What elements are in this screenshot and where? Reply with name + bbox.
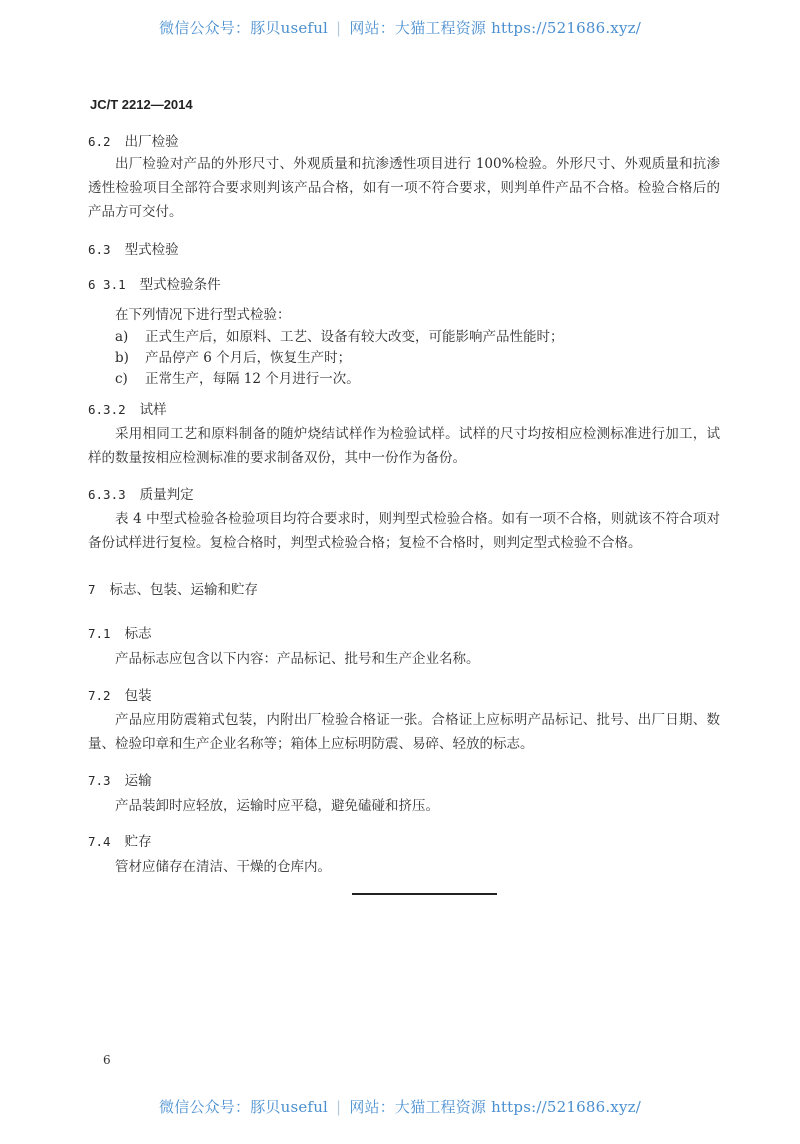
- list-item-b: [115, 346, 351, 366]
- heading-7-2: [88, 684, 152, 704]
- end-rule: [352, 893, 497, 895]
- watermark-separator: |: [336, 19, 342, 37]
- section-title: 标志、包装、运输和贮存: [109, 582, 259, 598]
- paragraph-7-4: 管材应储存在清洁、干燥的仓库内。: [115, 859, 331, 875]
- section-title: 贮存: [124, 834, 152, 850]
- list-label: b): [115, 350, 129, 366]
- paragraph-6-3-2: 采用相同工艺和原料制备的随炉烧结试样作为检验试样。试样的尺寸均按相应检测标准进行加工，试样的数量按相应检测标准的要求制备双份，其中一份作为备份。: [88, 426, 720, 466]
- list-text: 正式生产后，如原料、工艺、设备有较大改变，可能影响产品性能时；: [145, 329, 564, 345]
- paragraph-6-2: 出厂检验对产品的外形尺寸、外观质量和抗渗透性项目进行 100%检验。外形尺寸、外观质量和抗渗透性检验项目全部符合要求则判该产品合格，如有一项不符合要求，则判单件产品不合格。检验合格后的产品方可交付。: [88, 156, 720, 220]
- section-title: 型式检验: [124, 242, 179, 258]
- section-title: 质量判定: [139, 487, 194, 503]
- paragraph-7-3: 产品装卸时应轻放，运输时应平稳，避免磕碰和挤压。: [115, 798, 439, 814]
- heading-6-3-2: [88, 398, 167, 418]
- list-item-c: [115, 367, 360, 387]
- section-number: 6.3: [88, 242, 111, 257]
- section-number: 7.4: [88, 834, 111, 849]
- paragraph-7-2: 产品应用防震箱式包装，内附出厂检验合格证一张。合格证上应标明产品标记、批号、出厂日期、数量、检验印章和生产企业名称等；箱体上应标明防震、易碎、轻放的标志。: [88, 712, 720, 752]
- section-number: 7.2: [88, 688, 111, 703]
- list-text: 正常生产，每隔 12 个月进行一次。: [145, 371, 360, 387]
- list-label: c): [115, 371, 128, 387]
- heading-7-4: [88, 830, 152, 850]
- watermark-site: 网站：大猫工程资源 https://521686.xyz/: [349, 19, 641, 37]
- list-label: a): [115, 329, 129, 345]
- paragraph-7-1: 产品标志应包含以下内容：产品标记、批号和生产企业名称。: [115, 651, 480, 667]
- section-number: 7.1: [88, 626, 111, 641]
- list-text: 产品停产 6 个月后，恢复生产时；: [145, 350, 352, 366]
- section-title: 运输: [124, 773, 152, 789]
- heading-6-3-1: [88, 273, 221, 293]
- section-number: 6 3.1: [88, 277, 126, 292]
- heading-7: [88, 578, 258, 598]
- standard-code: JC/T 2212—2014: [90, 97, 193, 112]
- paragraph-6-3-3: 表 4 中型式检验各检验项目均符合要求时，则判型式检验合格。如有一项不合格，则就该不符合项对备份试样进行复检。复检合格时，判型式检验合格；复检不合格时，则判定型式检验不合格。: [88, 511, 720, 551]
- section-number: 6.2: [88, 134, 111, 149]
- section-number: 6.3.2: [88, 402, 126, 417]
- page-number: 6: [103, 1053, 111, 1067]
- section-number: 7: [88, 582, 96, 597]
- heading-7-1: [88, 622, 152, 642]
- section-number: 7.3: [88, 773, 111, 788]
- watermark-wechat: 微信公众号：豚贝useful: [159, 19, 329, 37]
- section-title: 标志: [124, 626, 152, 642]
- watermark-bottom: [0, 1096, 800, 1117]
- section-title: 出厂检验: [124, 134, 179, 150]
- section-title: 型式检验条件: [139, 277, 221, 293]
- watermark-top: [0, 17, 800, 38]
- list-item-a: [115, 325, 564, 345]
- section-title: 试样: [139, 402, 167, 418]
- heading-6-3-3: [88, 483, 194, 503]
- heading-6-3: [88, 238, 179, 258]
- heading-6-2: [88, 130, 179, 150]
- watermark-wechat: 微信公众号：豚贝useful: [159, 1098, 329, 1116]
- section-number: 6.3.3: [88, 487, 126, 502]
- watermark-site: 网站：大猫工程资源 https://521686.xyz/: [349, 1098, 641, 1116]
- intro-6-3-1: 在下列情况下进行型式检验：: [115, 307, 291, 323]
- watermark-separator: |: [336, 1098, 342, 1116]
- heading-7-3: [88, 769, 152, 789]
- section-title: 包装: [124, 688, 152, 704]
